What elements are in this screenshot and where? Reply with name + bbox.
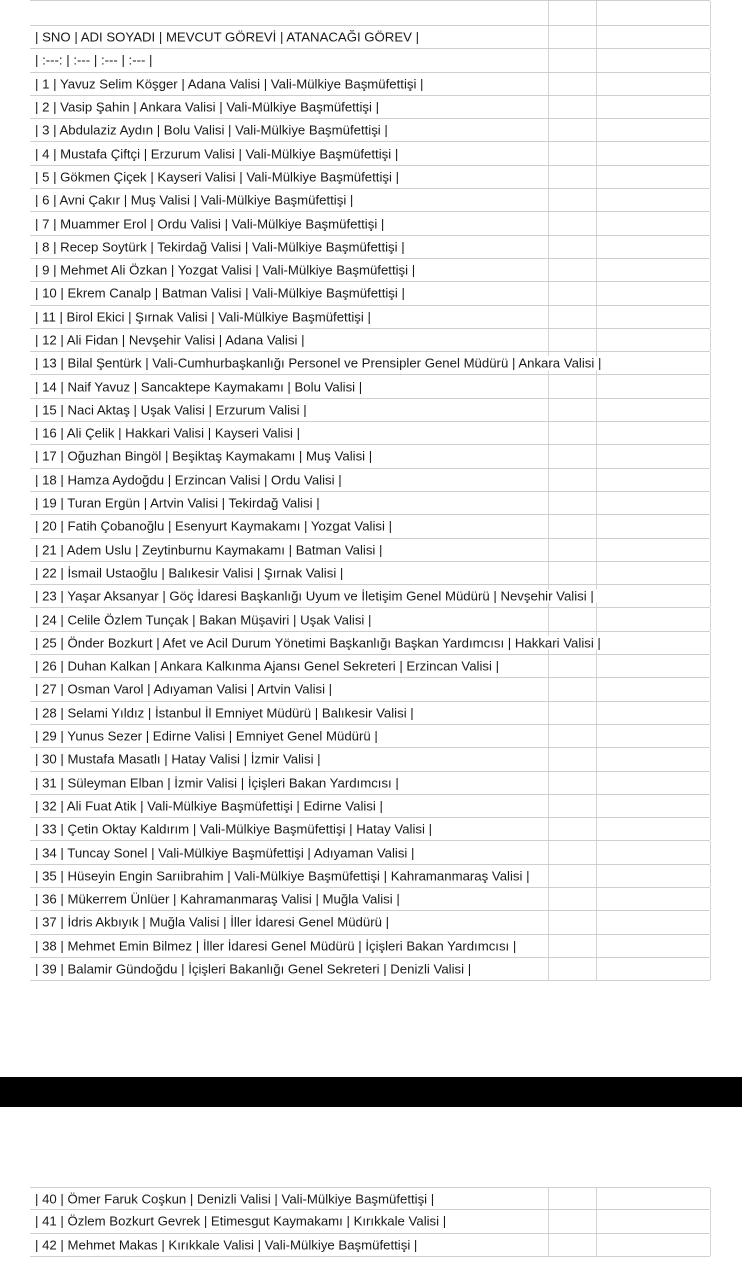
gridline bbox=[596, 841, 597, 863]
cell-text: | 37 | İdris Akbıyık | Muğla Valisi | İller İdaresi Genel Müdürü | bbox=[35, 916, 392, 929]
gridline bbox=[596, 212, 597, 234]
gridline bbox=[548, 608, 549, 630]
gridline bbox=[596, 1, 597, 25]
sheet-row[interactable] bbox=[30, 935, 710, 958]
cell-text: | 20 | Fatih Çobanoğlu | Esenyurt Kaymakamı | Yozgat Valisi | bbox=[35, 520, 395, 533]
gridline bbox=[548, 958, 549, 980]
gridline bbox=[596, 492, 597, 514]
cell-text: | :---: | :--- | :--- | :--- | bbox=[35, 54, 155, 67]
cell-text: | 13 | Bilal Şentürk | Vali-Cumhurbaşkanlığı Personel ve Prensipler Genel Müdürü | Ankara Valisi | bbox=[35, 357, 604, 370]
sheet-row[interactable] bbox=[30, 282, 710, 305]
cell-text: | 38 | Mehmet Emin Bilmez | İller İdaresi Genel Müdürü | İçişleri Bakan Yardımcısı | bbox=[35, 939, 519, 952]
gridline bbox=[548, 399, 549, 421]
sheet-row[interactable] bbox=[30, 1234, 710, 1257]
sheet-row[interactable] bbox=[30, 352, 710, 375]
gridline bbox=[548, 748, 549, 770]
sheet-row[interactable] bbox=[30, 888, 710, 911]
sheet-row[interactable] bbox=[30, 678, 710, 701]
sheet-row[interactable] bbox=[30, 608, 710, 631]
cell-text: | 18 | Hamza Aydoğdu | Erzincan Valisi | Ordu Valisi | bbox=[35, 473, 345, 486]
gridline bbox=[548, 678, 549, 700]
gridline bbox=[710, 1, 711, 25]
sheet-row[interactable] bbox=[30, 911, 710, 934]
sheet-row[interactable] bbox=[30, 1210, 710, 1233]
gridline bbox=[710, 748, 711, 770]
gridline bbox=[710, 166, 711, 188]
gridline bbox=[710, 655, 711, 677]
sheet-row[interactable] bbox=[30, 189, 710, 212]
cell-text: | 12 | Ali Fidan | Nevşehir Valisi | Adana Valisi | bbox=[35, 333, 308, 346]
gridline bbox=[596, 142, 597, 164]
cell-text: | 35 | Hüseyin Engin Sarıibrahim | Vali-Mülkiye Başmüfettişi | Kahramanmaraş Valisi | bbox=[35, 869, 533, 882]
gridline bbox=[596, 702, 597, 724]
gridline bbox=[548, 515, 549, 537]
cell-text: | 26 | Duhan Kalkan | Ankara Kalkınma Ajansı Genel Sekreteri | Erzincan Valisi | bbox=[35, 660, 502, 673]
cell-text: | 7 | Muammer Erol | Ordu Valisi | Vali-Mülkiye Başmüfettişi | bbox=[35, 217, 387, 230]
gridline bbox=[710, 73, 711, 95]
sheet-row[interactable] bbox=[30, 841, 710, 864]
gridline bbox=[548, 655, 549, 677]
gridline bbox=[596, 562, 597, 584]
gridline bbox=[596, 888, 597, 910]
gridline bbox=[596, 96, 597, 118]
cell-text: | SNO | ADI SOYADI | MEVCUT GÖREVİ | ATANACAĞI GÖREV | bbox=[35, 31, 422, 44]
cell-text: | 32 | Ali Fuat Atik | Vali-Mülkiye Başmüfettişi | Edirne Valisi | bbox=[35, 799, 386, 812]
gridline bbox=[596, 725, 597, 747]
gridline bbox=[710, 469, 711, 491]
gridline bbox=[548, 1188, 549, 1209]
sheet-row[interactable] bbox=[30, 795, 710, 818]
gridline bbox=[596, 865, 597, 887]
gridline bbox=[710, 1210, 711, 1232]
cell-text: | 5 | Gökmen Çiçek | Kayseri Valisi | Vali-Mülkiye Başmüfettişi | bbox=[35, 170, 402, 183]
cell-text: | 15 | Naci Aktaş | Uşak Valisi | Erzurum Valisi | bbox=[35, 403, 310, 416]
cell-text: | 40 | Ömer Faruk Coşkun | Denizli Valisi | Vali-Mülkiye Başmüfettişi | bbox=[35, 1192, 437, 1205]
gridline bbox=[548, 166, 549, 188]
gridline bbox=[548, 539, 549, 561]
sheet-row[interactable] bbox=[30, 1187, 710, 1210]
cell-text: | 33 | Çetin Oktay Kaldırım | Vali-Mülkiye Başmüfettişi | Hatay Valisi | bbox=[35, 823, 435, 836]
gridline bbox=[596, 539, 597, 561]
gridline bbox=[548, 841, 549, 863]
gridline bbox=[596, 306, 597, 328]
cell-text: | 25 | Önder Bozkurt | Afet ve Acil Durum Yönetimi Başkanlığı Başkan Yardımcısı | Hakkari Valisi | bbox=[35, 636, 604, 649]
cell-text: | 29 | Yunus Sezer | Edirne Valisi | Emniyet Genel Müdürü | bbox=[35, 729, 381, 742]
gridline bbox=[710, 935, 711, 957]
gridline bbox=[596, 1188, 597, 1209]
gridline bbox=[548, 142, 549, 164]
cell-text: | 2 | Vasip Şahin | Ankara Valisi | Vali-Mülkiye Başmüfettişi | bbox=[35, 100, 382, 113]
cell-text: | 21 | Adem Uslu | Zeytinburnu Kaymakamı | Batman Valisi | bbox=[35, 543, 385, 556]
gridline bbox=[596, 608, 597, 630]
sheet-row[interactable] bbox=[30, 515, 710, 538]
gridline bbox=[548, 306, 549, 328]
gridline bbox=[596, 26, 597, 48]
gridline bbox=[596, 329, 597, 351]
sheet-row[interactable] bbox=[30, 73, 710, 96]
sheet-row[interactable] bbox=[30, 469, 710, 492]
gridline bbox=[710, 958, 711, 980]
gridline bbox=[596, 958, 597, 980]
gridline bbox=[710, 725, 711, 747]
gridline bbox=[548, 119, 549, 141]
gridline bbox=[710, 212, 711, 234]
gridline bbox=[596, 911, 597, 933]
cell-text: | 3 | Abdulaziz Aydın | Bolu Valisi | Vali-Mülkiye Başmüfettişi | bbox=[35, 124, 391, 137]
gridline bbox=[596, 49, 597, 71]
cell-text: | 14 | Naif Yavuz | Sancaktepe Kaymakamı | Bolu Valisi | bbox=[35, 380, 365, 393]
gridline bbox=[710, 306, 711, 328]
gridline bbox=[548, 795, 549, 817]
gridline bbox=[710, 422, 711, 444]
gridline bbox=[710, 1234, 711, 1256]
gridline bbox=[596, 655, 597, 677]
gridline bbox=[710, 399, 711, 421]
gridline bbox=[596, 282, 597, 304]
cell-text: | 17 | Oğuzhan Bingöl | Beşiktaş Kaymakamı | Muş Valisi | bbox=[35, 450, 375, 463]
gridline bbox=[710, 375, 711, 397]
cell-text: | 19 | Turan Ergün | Artvin Valisi | Tekirdağ Valisi | bbox=[35, 496, 323, 509]
gridline bbox=[548, 282, 549, 304]
cell-text: | 8 | Recep Soytürk | Tekirdağ Valisi | Vali-Mülkiye Başmüfettişi | bbox=[35, 240, 408, 253]
gridline bbox=[710, 841, 711, 863]
sheet-row[interactable] bbox=[30, 539, 710, 562]
gridline bbox=[548, 911, 549, 933]
gridline bbox=[596, 375, 597, 397]
cell-text: | 30 | Mustafa Masatlı | Hatay Valisi | İzmir Valisi | bbox=[35, 753, 324, 766]
gridline bbox=[596, 119, 597, 141]
gridline bbox=[548, 562, 549, 584]
gridline bbox=[710, 608, 711, 630]
gridline bbox=[596, 469, 597, 491]
gridline bbox=[710, 818, 711, 840]
gridline bbox=[548, 422, 549, 444]
sheet-row[interactable] bbox=[30, 748, 710, 771]
gridline bbox=[548, 49, 549, 71]
sheet-row[interactable] bbox=[30, 632, 710, 655]
sheet-row[interactable] bbox=[30, 585, 710, 608]
gridline bbox=[548, 492, 549, 514]
sheet-row[interactable] bbox=[30, 259, 710, 282]
gridline bbox=[548, 189, 549, 211]
cell-text: | 10 | Ekrem Canalp | Batman Valisi | Vali-Mülkiye Başmüfettişi | bbox=[35, 287, 408, 300]
sheet-row[interactable] bbox=[30, 958, 710, 981]
sheet-row[interactable] bbox=[30, 236, 710, 259]
gridline bbox=[710, 865, 711, 887]
gridline bbox=[596, 399, 597, 421]
cell-text: | 22 | İsmail Ustaoğlu | Balıkesir Valisi | Şırnak Valisi | bbox=[35, 566, 346, 579]
gridline bbox=[596, 236, 597, 258]
gridline bbox=[710, 492, 711, 514]
gridline bbox=[596, 748, 597, 770]
gridline bbox=[548, 1234, 549, 1256]
gridline bbox=[548, 1210, 549, 1232]
sheet-row[interactable] bbox=[30, 49, 710, 72]
gridline bbox=[710, 585, 711, 607]
sheet-row[interactable] bbox=[30, 375, 710, 398]
sheet-row[interactable] bbox=[30, 166, 710, 189]
sheet-row[interactable] bbox=[30, 26, 710, 49]
sheet-row[interactable] bbox=[30, 725, 710, 748]
cell-text: | 27 | Osman Varol | Adıyaman Valisi | Artvin Valisi | bbox=[35, 683, 335, 696]
gridline bbox=[548, 1, 549, 25]
gridline bbox=[548, 73, 549, 95]
gridline bbox=[596, 1210, 597, 1232]
gridline bbox=[710, 352, 711, 374]
gridline bbox=[548, 725, 549, 747]
gridline bbox=[548, 469, 549, 491]
cell-text: | 39 | Balamir Gündoğdu | İçişleri Bakanlığı Genel Sekreteri | Denizli Valisi | bbox=[35, 962, 474, 975]
gridline bbox=[710, 562, 711, 584]
gridline bbox=[548, 329, 549, 351]
sheet-row[interactable] bbox=[30, 445, 710, 468]
cell-text: | 31 | Süleyman Elban | İzmir Valisi | İçişleri Bakan Yardımcısı | bbox=[35, 776, 402, 789]
gridline bbox=[596, 935, 597, 957]
sheet-row[interactable] bbox=[30, 655, 710, 678]
gridline bbox=[710, 795, 711, 817]
cell-text: | 34 | Tuncay Sonel | Vali-Mülkiye Başmüfettişi | Adıyaman Valisi | bbox=[35, 846, 417, 859]
gridline bbox=[710, 539, 711, 561]
spreadsheet-lower-section bbox=[30, 1187, 710, 1257]
cell-text: | 11 | Birol Ekici | Şırnak Valisi | Vali-Mülkiye Başmüfettişi | bbox=[35, 310, 374, 323]
gridline bbox=[710, 329, 711, 351]
gridline bbox=[710, 445, 711, 467]
gridline bbox=[596, 166, 597, 188]
gridline bbox=[548, 445, 549, 467]
sheet-row[interactable] bbox=[30, 119, 710, 142]
cell-text: | 36 | Mükerrem Ünlüer | Kahramanmaraş Valisi | Muğla Valisi | bbox=[35, 893, 403, 906]
gridline bbox=[596, 678, 597, 700]
gridline bbox=[548, 26, 549, 48]
gridline bbox=[710, 189, 711, 211]
sheet-row[interactable] bbox=[30, 306, 710, 329]
gridline bbox=[548, 96, 549, 118]
cell-text: | 23 | Yaşar Aksanyar | Göç İdaresi Başkanlığı Uyum ve İletişim Genel Müdürü | Nevşehir Valisi | bbox=[35, 590, 597, 603]
sheet-row[interactable] bbox=[30, 702, 710, 725]
gridline bbox=[710, 678, 711, 700]
sheet-row[interactable] bbox=[30, 492, 710, 515]
sheet-row[interactable] bbox=[30, 329, 710, 352]
gridline bbox=[710, 282, 711, 304]
sheet-row[interactable] bbox=[30, 142, 710, 165]
sheet-row[interactable] bbox=[30, 0, 710, 26]
gridline bbox=[596, 1234, 597, 1256]
gridline bbox=[710, 96, 711, 118]
gridline bbox=[596, 73, 597, 95]
gridline bbox=[710, 911, 711, 933]
gridline bbox=[548, 259, 549, 281]
gridline bbox=[596, 515, 597, 537]
cell-text: | 41 | Özlem Bozkurt Gevrek | Etimesgut Kaymakamı | Kırıkkale Valisi | bbox=[35, 1215, 449, 1228]
gridline bbox=[710, 119, 711, 141]
gridline bbox=[710, 49, 711, 71]
gridline bbox=[710, 515, 711, 537]
gridline bbox=[548, 702, 549, 724]
sheet-row[interactable] bbox=[30, 212, 710, 235]
gridline bbox=[596, 189, 597, 211]
gridline bbox=[548, 818, 549, 840]
gridline bbox=[596, 445, 597, 467]
gridline bbox=[596, 422, 597, 444]
gridline bbox=[596, 795, 597, 817]
gridline bbox=[548, 935, 549, 957]
gridline bbox=[548, 772, 549, 794]
sheet-row[interactable] bbox=[30, 772, 710, 795]
gridline bbox=[596, 772, 597, 794]
cell-text: | 4 | Mustafa Çiftçi | Erzurum Valisi | Vali-Mülkiye Başmüfettişi | bbox=[35, 147, 401, 160]
gridline bbox=[710, 259, 711, 281]
sheet-row[interactable] bbox=[30, 399, 710, 422]
gridline bbox=[548, 375, 549, 397]
gridline bbox=[548, 212, 549, 234]
cell-text: | 16 | Ali Çelik | Hakkari Valisi | Kayseri Valisi | bbox=[35, 427, 303, 440]
gridline bbox=[710, 236, 711, 258]
gridline bbox=[710, 632, 711, 654]
sheet-row[interactable] bbox=[30, 96, 710, 119]
cell-text: | 24 | Celile Özlem Tunçak | Bakan Müşaviri | Uşak Valisi | bbox=[35, 613, 374, 626]
gridline bbox=[548, 865, 549, 887]
sheet-row[interactable] bbox=[30, 818, 710, 841]
gridline bbox=[710, 26, 711, 48]
cell-text: | 28 | Selami Yıldız | İstanbul İl Emniyet Müdürü | Balıkesir Valisi | bbox=[35, 706, 417, 719]
gridline bbox=[548, 888, 549, 910]
black-divider-band bbox=[0, 1077, 742, 1107]
cell-text: | 6 | Avni Çakır | Muş Valisi | Vali-Mülkiye Başmüfettişi | bbox=[35, 194, 356, 207]
sheet-row[interactable] bbox=[30, 865, 710, 888]
spreadsheet-upper-section bbox=[30, 0, 710, 981]
gridline bbox=[596, 818, 597, 840]
gridline bbox=[710, 772, 711, 794]
sheet-row[interactable] bbox=[30, 562, 710, 585]
sheet-row[interactable] bbox=[30, 422, 710, 445]
gridline bbox=[596, 259, 597, 281]
cell-text: | 42 | Mehmet Makas | Kırıkkale Valisi | Vali-Mülkiye Başmüfettişi | bbox=[35, 1238, 420, 1251]
gridline bbox=[710, 142, 711, 164]
gridline bbox=[710, 1188, 711, 1209]
gridline bbox=[710, 888, 711, 910]
gridline bbox=[710, 702, 711, 724]
gridline bbox=[548, 236, 549, 258]
cell-text: | 1 | Yavuz Selim Köşger | Adana Valisi | Vali-Mülkiye Başmüfettişi | bbox=[35, 77, 427, 90]
cell-text: | 9 | Mehmet Ali Özkan | Yozgat Valisi | Vali-Mülkiye Başmüfettişi | bbox=[35, 264, 418, 277]
